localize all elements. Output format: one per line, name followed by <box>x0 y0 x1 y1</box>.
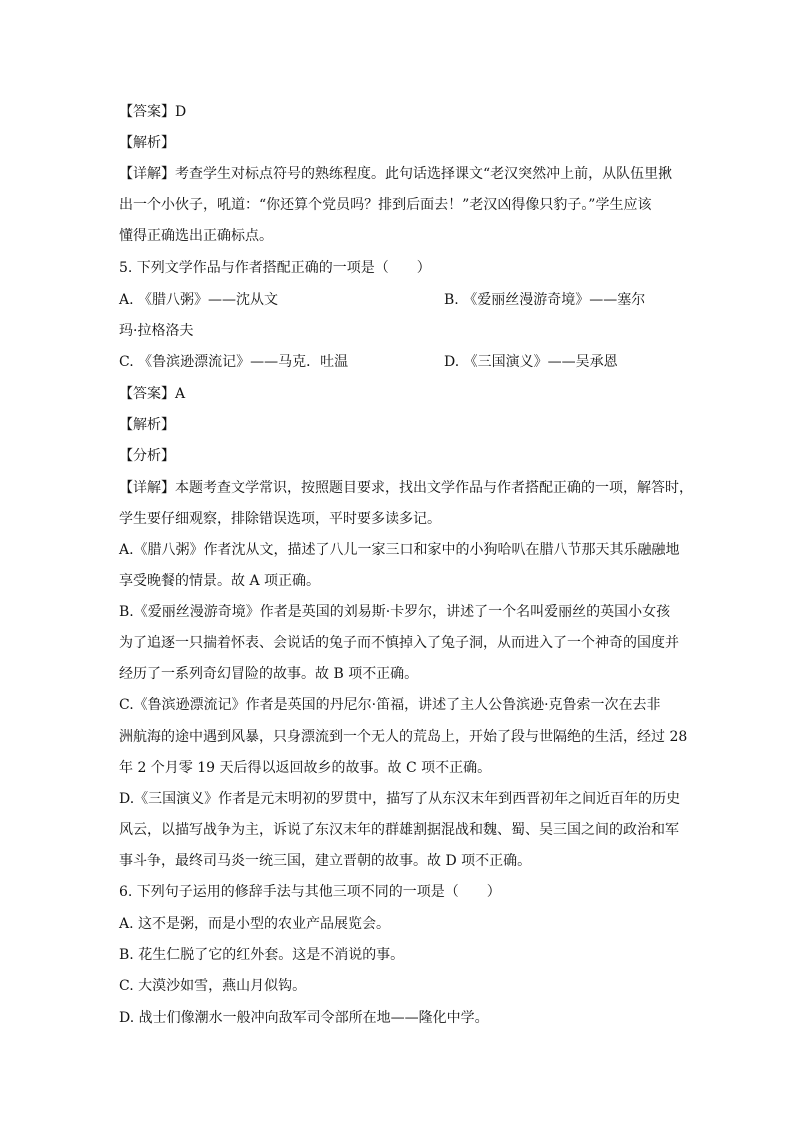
detail-line: 经历了一系列奇幻冒险的故事。故 B 项不正确。 <box>119 666 419 682</box>
question-5-option-a: A. 《腊八粥》——沈从文 <box>119 292 279 308</box>
detail-line: 学生要仔细观察，排除错误选项，平时要多读多记。 <box>119 511 441 527</box>
detail-line: 风云，以描写战争为主，诉说了东汉末年的群雄割据混战和魏、蜀、吴三国之间的政治和军 <box>119 822 679 838</box>
detail-line: 【详解】本题考查文学常识，按照题目要求，找出文学作品与作者搭配正确的一项，解答时， <box>119 480 693 496</box>
fenxi-label-q5: 【分析】 <box>119 448 175 464</box>
detail-line: 事斗争，最终司马炎一统三国，建立晋朝的故事。故 D 项不正确。 <box>119 853 532 869</box>
detail-line: C.《鲁滨逊漂流记》作者是英国的丹尼尔·笛福，讲述了主人公鲁滨逊·克鲁索一次在去非 <box>119 697 661 713</box>
question-6-option-a: A. 这不是粥，而是小型的农业产品展览会。 <box>119 916 391 932</box>
detail-line: 【详解】考查学生对标点符号的熟练程度。此句话选择课文“老汉突然冲上前，从队伍里揪 <box>119 166 673 182</box>
analysis-label-q5: 【解析】 <box>119 417 175 433</box>
detail-line: 年 2 个月零 19 天后得以返回故乡的故事。故 C 项不正确。 <box>119 760 492 776</box>
detail-line: A.《腊八粥》作者沈从文，描述了八儿一家三口和家中的小狗哈叭在腊八节那天其乐融融地 <box>119 542 680 558</box>
detail-line: 洲航海的途中遇到风暴，只身漂流到一个无人的荒岛上，开始了段与世隔绝的生活，经过 28 <box>119 729 688 745</box>
detail-line: 懂得正确选出正确标点。 <box>119 228 273 244</box>
answer-label-prev: 【答案】D <box>119 104 187 120</box>
question-5-option-b-cont: 玛·拉格洛夫 <box>119 323 194 339</box>
question-6-option-c: C. 大漠沙如雪，燕山月似钩。 <box>119 978 307 994</box>
analysis-label-prev: 【解析】 <box>119 135 175 151</box>
detail-line: B.《爱丽丝漫游奇境》作者是英国的刘易斯·卡罗尔，讲述了一个名叫爱丽丝的英国小女孩 <box>119 604 671 620</box>
question-5-option-b: B. 《爱丽丝漫游奇境》——塞尔 <box>444 292 646 308</box>
answer-label-q5: 【答案】A <box>119 386 186 402</box>
detail-line: 出一个小伙子，吼道：“你还算个党员吗？排到后面去！”老汉凶得像只豹子。”学生应该 <box>119 197 652 213</box>
question-6-stem: 6. 下列句子运用的修辞手法与其他三项不同的一项是（ ） <box>119 884 501 900</box>
question-6-option-b: B. 花生仁脱了它的红外套。这是不消说的事。 <box>119 947 405 963</box>
question-5-option-d: D. 《三国演义》——吴承恩 <box>444 354 618 370</box>
detail-line: 为了追逐一只揣着怀表、会说话的兔子而不慎掉入了兔子洞，从而进入了一个神奇的国度并 <box>119 635 679 651</box>
question-5-stem: 5. 下列文学作品与作者搭配正确的一项是（ ） <box>119 260 431 276</box>
question-6-option-d: D. 战士们像潮水一般冲向敌军司令部所在地——隆化中学。 <box>119 1010 489 1026</box>
question-5-option-c: C. 《鲁滨逊漂流记》——马克．吐温 <box>119 354 349 370</box>
detail-line: D.《三国演义》作者是元末明初的罗贯中，描写了从东汉末年到西晋初年之间近百年的历史 <box>119 791 681 807</box>
detail-line: 享受晚餐的情景。故 A 项正确。 <box>119 573 321 589</box>
